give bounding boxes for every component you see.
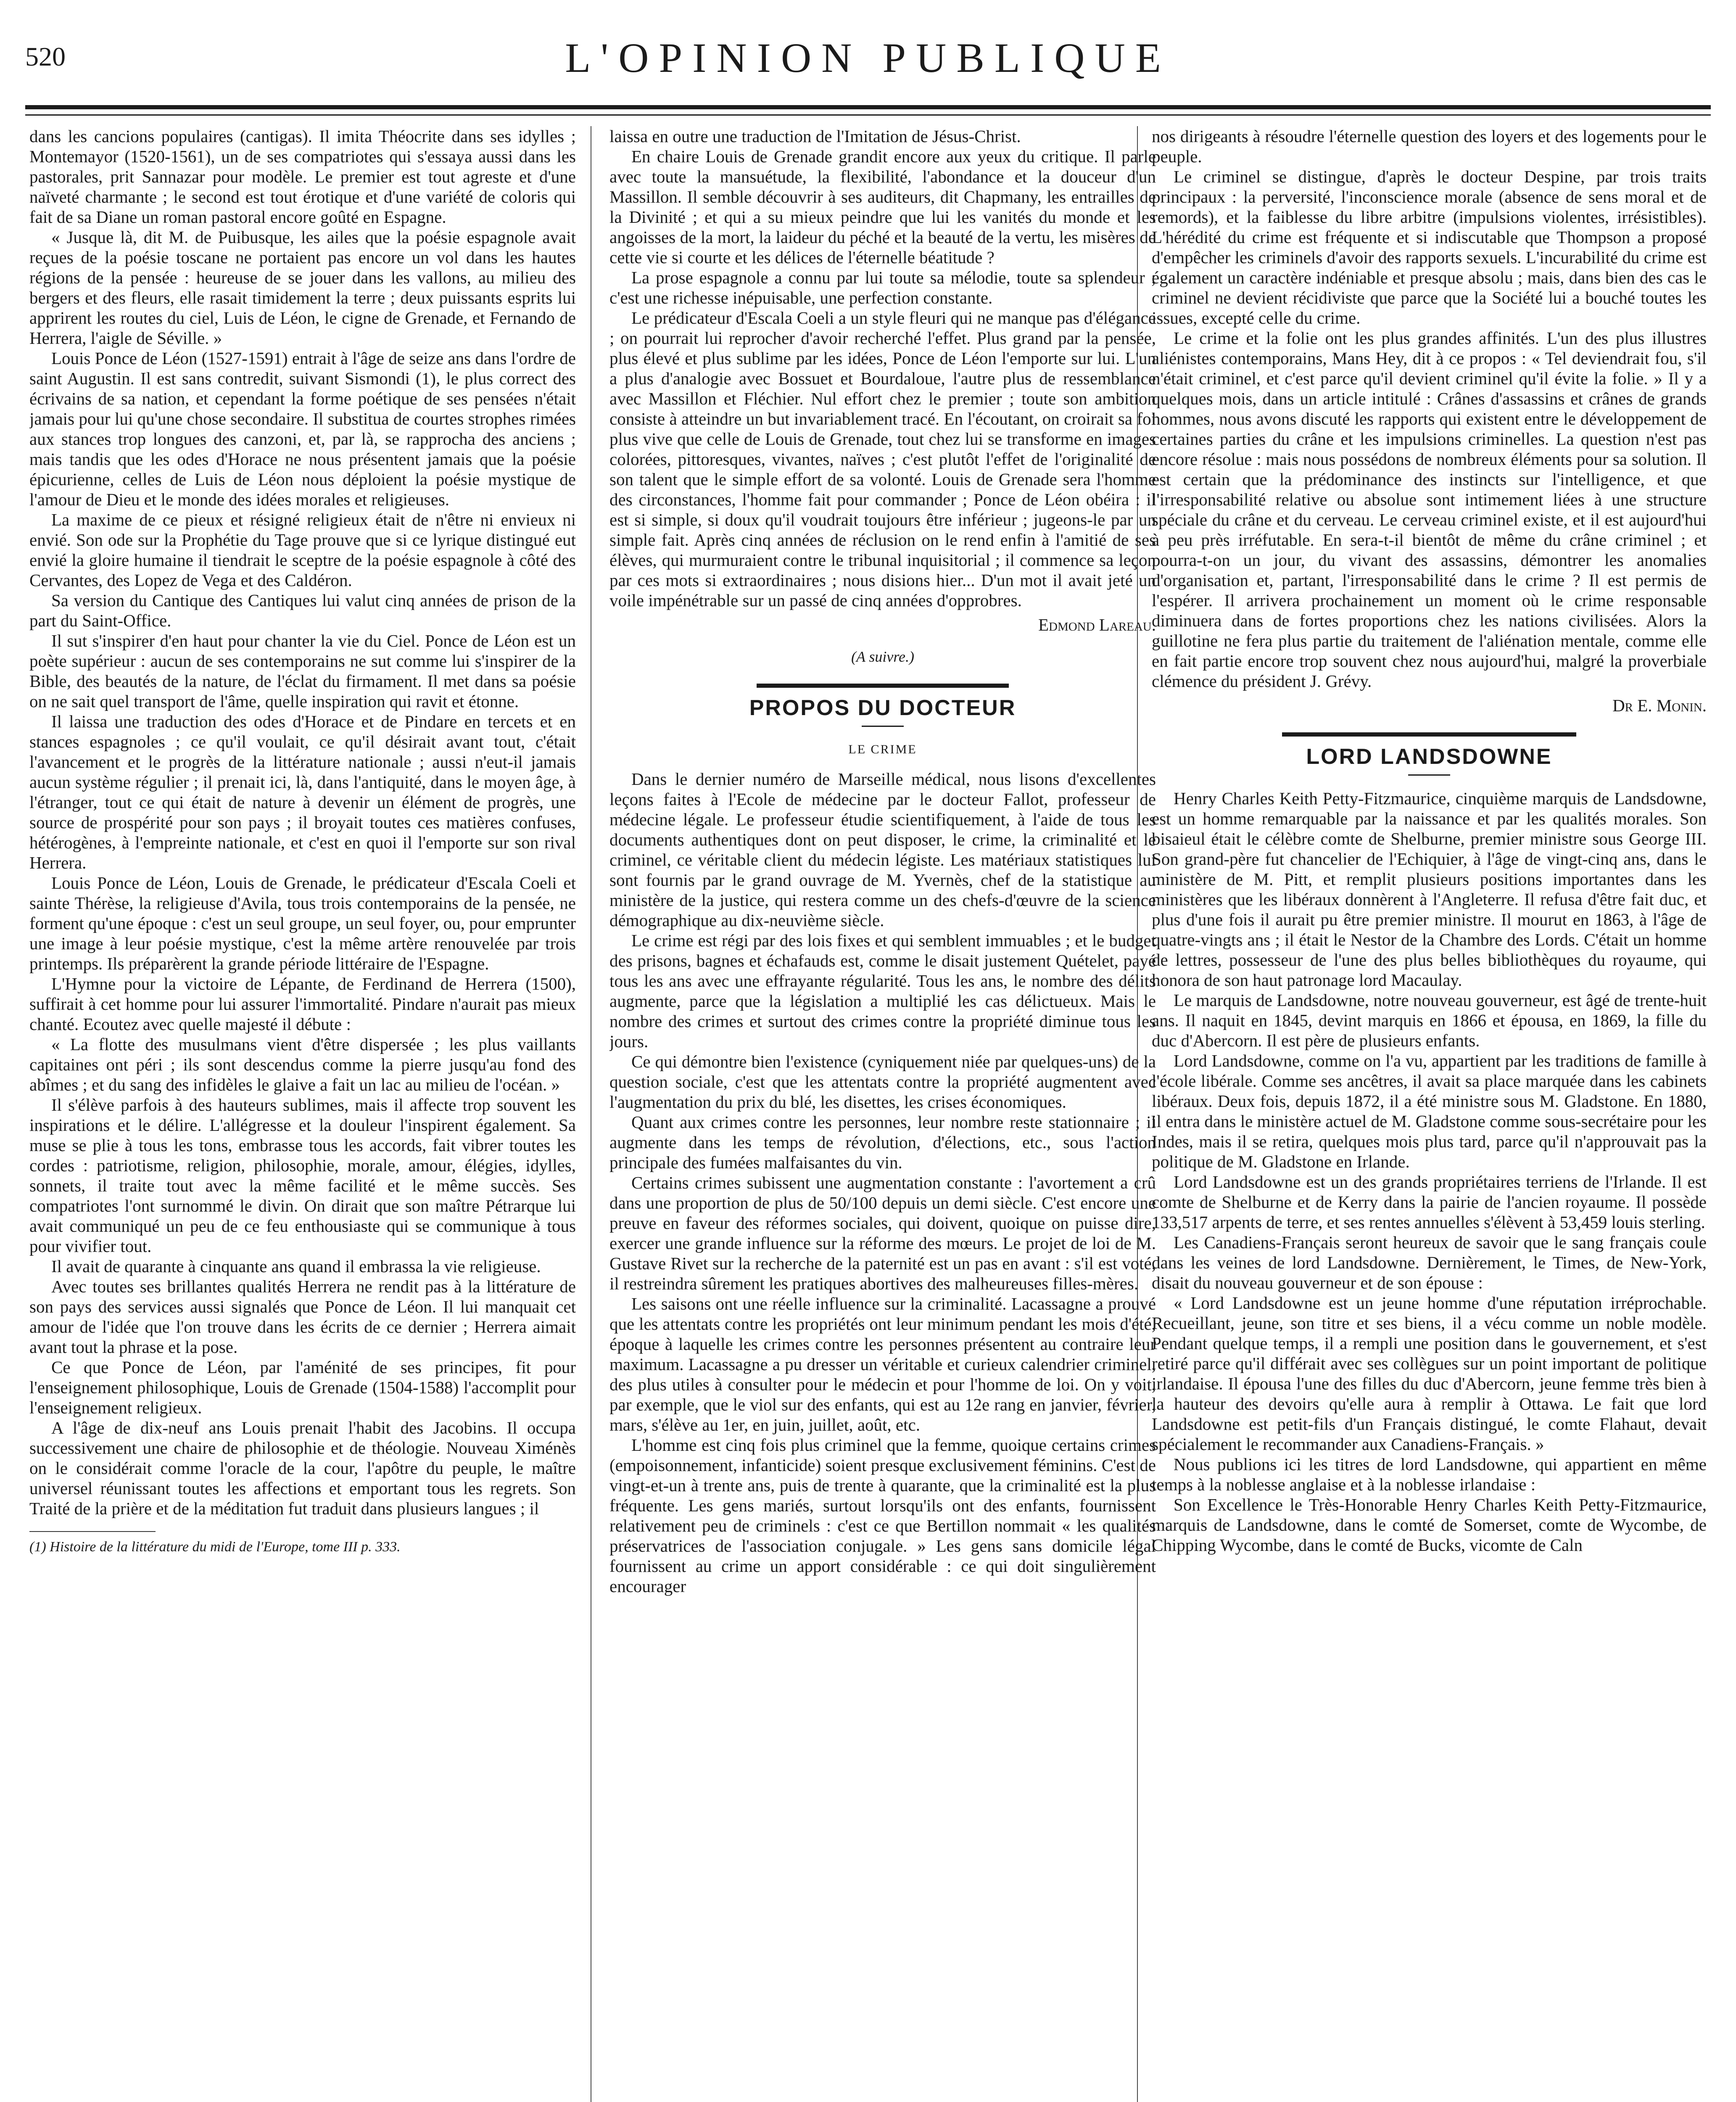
paragraph: Ce qui démontre bien l'existence (cyniquement niée par quelques-uns) de la question sociale, c'est que les attentats contre la propriété augmentent avec l'augmentation du prix du blé, les disettes, les crises économiques.: [609, 1052, 1156, 1112]
paragraph: Il avait de quarante à cinquante ans quand il embrassa la vie religieuse.: [51, 1257, 541, 1276]
author-signature: Edmond Lareau.: [1038, 615, 1156, 634]
paragraph: nos dirigeants à résoudre l'éternelle question des loyers et des logements pour le peuple.: [1152, 127, 1707, 166]
paragraph: La prose espagnole a connu par lui toute sa mélodie, toute sa splendeur ; c'est une richesse inépuisable, une perfection constante.: [609, 268, 1156, 307]
paragraph: laissa en outre une traduction de l'Imitation de Jésus-Christ.: [609, 127, 1021, 146]
masthead-title: L'OPINION PUBLIQUE: [565, 34, 1171, 81]
section-title-propos: PROPOS DU DOCTEUR: [749, 696, 1016, 720]
title-underline: [862, 726, 904, 727]
section-title-landsdowne: LORD LANDSDOWNE: [1306, 745, 1552, 769]
quote-paragraph: « La flotte des musulmans vient d'être dispersée ; les plus vaillants capitaines ont péri ; ils sont descendus comme la pierre jusqu'au fond des abîmes ; et du sang des infidèles le glaive a fait un lac au milieu de l'océan. »: [29, 1035, 576, 1094]
footnote-rule: [29, 1531, 156, 1532]
title-underline: [1408, 774, 1450, 776]
column-2: [609, 126, 1156, 2102]
paragraph: Louis Ponce de Léon, Louis de Grenade, le prédicateur d'Escala Coeli et sainte Thérèse, la religieuse d'Avila, tous trois contemporains de la pensée, ne forment qu'une époque : c'est un seul groupe, un seul foyer, ou, pour emprunter une image à leur poésie mystique, c'est la même artère renouvelée par trois printemps. Ils préparèrent la grande période littéraire de l'Espagne.: [29, 873, 576, 973]
author-signature: Dr E. Monin.: [1612, 696, 1707, 715]
paragraph: Le criminel se distingue, d'après le docteur Despine, par trois traits principaux : la perversité, l'inconscience morale (absence de sens moral et de remords), et la faiblesse du libre arbitre (impulsions violentes, irrésistibles). L'hérédité du crime est fréquente et si indiscutable que Thompson a proposé d'empêcher les criminels d'avoir des rapports sexuels. L'incurabilité du crime est également un caractère indéniable et presque absolu ; mais, dans bien des cas le criminel ne devient récidiviste que parce que la Société lui a bouché toutes les issues, excepté celle du crime.: [1152, 167, 1707, 327]
paragraph: Lord Landsdowne, comme on l'a vu, appartient par les traditions de famille à l'école libérale. Comme ses ancêtres, il avait sa place marquée dans les cabinets libéraux. Deux fois, depuis 1872, il a été ministre sous M. Gladstone. En 1880, il entra dans le ministère actuel de M. Gladstone comme sous-secrétaire pour les Indes, mais il se retira, quelques mois plus tard, parce qu'il n'approuvait pas la politique de M. Gladstone en Irlande.: [1152, 1051, 1707, 1171]
paragraph: La maxime de ce pieux et résigné religieux était de n'être ni envieux ni envié. Son ode sur la Prophétie du Tage prouve que si ce lyrique distingué eut envié la gloire humaine il tiendrait le sceptre de la poésie espagnole à côté des Cervantes, des Lopez de Vega et des Caldéron.: [29, 510, 576, 590]
paragraph: Les Canadiens-Français seront heureux de savoir que le sang français coule dans les veines de lord Landsdowne. Dernièrement, le Times, de New-York, disait du nouveau gouverneur et de son épouse :: [1152, 1233, 1707, 1292]
paragraph: « Jusque là, dit M. de Puibusque, les ailes que la poésie espagnole avait reçues de la poésie toscane ne portaient pas encore un vol dans les hautes régions de la pensée : heureuse de se jouer dans les vallons, au milieu des bergers et des fleurs, elle rasait timidement la terre ; deux puissants esprits lui apprirent les routes du ciel, Luis de Léon, le cigne de Grenade, et Fernando de Herrera, l'aigle de Séville. »: [29, 227, 576, 348]
paragraph: Il sut s'inspirer d'en haut pour chanter la vie du Ciel. Ponce de Léon est un poète supérieur : aucun de ses contemporains ne sut comme lui s'inspirer de la Bible, des beautés de la nature, de l'éclat du firmament. Il met dans sa poésie on ne sait quel transport de l'âme, quelle inspiration qui ravit et étonne.: [29, 631, 576, 711]
paragraph: Le crime et la folie ont les plus grandes affinités. L'un des plus illustres aliénistes contemporains, Mans Hey, dit à ce propos : « Tel deviendrait fou, s'il n'était criminel, et c'est parce qu'il devient criminel qu'il évite la folie. » Il y a quelques mois, dans un article intitulé : Crânes d'assassins et crânes de grands hommes, nous avons discuté les rapports qui existent entre le développement de certaines parties du crâne et les impulsions criminelles. La question n'est pas encore résolue : mais nous possédons de nombreux éléments pour sa solution. Il est certain que la prédominance des instincts sur l'intelligence, et que l'irresponsabilité relative ou absolue sont intimement liées à une structure spéciale du crâne et du cerveau. Le cerveau criminel existe, et il est aujourd'hui à peu près irréfutable. En sera-t-il bientôt de même du crâne criminel ; et pourra-t-on un jour, du vivant des assassins, démontrer les anomalies d'organisation et, partant, l'irresponsabilité dans le crime ? Il est permis de l'espérer. Il arrivera prochainement un moment où le crime responsable diminuera dans de fortes proportions chez les nations civilisées. Alors la guillotine ne fera plus partie du traitement de l'aliénation mentale, comme elle en fait partie encore trop souvent chez nous aujourd'hui, malgré la proverbiale clémence du président J. Grévy.: [1152, 328, 1707, 691]
paragraph: En chaire Louis de Grenade grandit encore aux yeux du critique. Il parle avec toute la mansuétude, la flexibilité, l'abondance et la douceur d'un Massillon. Il semble découvrir à ses auditeurs, dit Chapmany, les entrailles de la Divinité ; et qui a su mieux peindre que lui les vanités du monde et les angoisses de la mort, la laideur du péché et la beauté de la vertu, les misères de cette vie si courte et les délices de l'éternelle béatitude ?: [609, 147, 1156, 267]
continued-note: (A suivre.): [851, 648, 914, 665]
section-rule: [1282, 732, 1576, 737]
paragraph: L'homme est cinq fois plus criminel que la femme, quoique certains crimes (empoisonnement, infanticide) soient presque exclusivement féminins. C'est de vingt-et-un à trente ans, puis de trente à quarante, que la criminalité est la plus fréquente. Les gens mariés, surtout lorsqu'ils ont des enfants, fournissent relativement peu de criminels : c'est ce que Bertillon nommait « les qualités préservatrices de l'association conjugale. » Les gens sans domicile légal fournissent au crime un apport considérable : ce qui doit singulièrement encourager: [609, 1435, 1156, 1596]
paragraph: Il s'élève parfois à des hauteurs sublimes, mais il affecte trop souvent les inspirations et le délire. L'allégresse et la douleur l'inspirent également. Sa muse se plie à tous les tons, embrasse tous les accords, fait vibrer toutes les cordes : patriotisme, religion, philosophie, morale, amour, élégies, idylles, sonnets, il traite tout avec la même facilité et le même succès. Ses compatriotes l'ont surnommé le divin. On dirait que son maître Pétrarque lui avait communiqué un peu de ce feu enthousiaste qui se communique à tous pour vivifier tout.: [29, 1095, 576, 1256]
paragraph: A l'âge de dix-neuf ans Louis prenait l'habit des Jacobins. Il occupa successivement une chaire de philosophie et de théologie. Nouveau Ximénès on le considérait comme l'oracle de la cour, l'apôtre du peuple, le maître universel réunissant toutes les affections et emportant tous les regrets. Son Traité de la prière et de la méditation fut traduit dans plusieurs langues ; il: [29, 1418, 576, 1518]
paragraph: Ce que Ponce de Léon, par l'aménité de ses principes, fit pour l'enseignement philosophique, Louis de Grenade (1504-1588) l'accomplit pour l'enseignement religieux.: [29, 1357, 576, 1417]
column-3: [1152, 126, 1707, 2102]
paragraph: Son Excellence le Très-Honorable Henry Charles Keith Petty-Fitzmaurice, marquis de Landsdowne, dans le comté de Somerset, comte de Wycombe, de Chipping Wycombe, dans le comté de Bucks, vicomte de Caln: [1152, 1495, 1707, 1555]
paragraph: L'Hymne pour la victoire de Lépante, de Ferdinand de Herrera (1500), suffirait à cet homme pour lui assurer l'immortalité. Pindare n'aurait pas mieux chanté. Ecoutez avec quelle majesté il débute :: [29, 974, 576, 1034]
header-rule-thin: [25, 114, 1711, 116]
paragraph: Nous publions ici les titres de lord Landsdowne, qui appartient en même temps à la noblesse anglaise et à la noblesse irlandaise :: [1152, 1455, 1707, 1494]
paragraph: Les saisons ont une réelle influence sur la criminalité. Lacassagne a prouvé que les attentats contre les propriétés ont leur minimum pendant les mois d'été, époque à laquelle les crimes contre les personnes présentent au contraire leur maximum. Lacassagne a pu dresser un véritable et curieux calendrier criminel, des plus utiles à consulter pour le médecin et pour l'homme de loi. On y voit, par exemple, que le viol sur des enfants, qui est au 12e rang en janvier, février, mars, s'élève au 1er, en juin, juillet, août, etc.: [609, 1294, 1156, 1434]
page-header: [25, 34, 1711, 97]
paragraph: Quant aux crimes contre les personnes, leur nombre reste stationnaire ; il augmente dans les temps de révolution, d'élections, etc., sous l'action principale des fumées malfaisantes du vin.: [609, 1112, 1156, 1172]
footnote: (1) Histoire de la littérature du midi de l'Europe, tome III p. 333.: [29, 1539, 401, 1555]
column-1: [29, 126, 576, 2102]
paragraph: Le marquis de Landsdowne, notre nouveau gouverneur, est âgé de trente-huit ans. Il naquit en 1845, devint marquis en 1866 et épousa, en 1869, la fille du duc d'Abercorn. Il est père de plusieurs enfants.: [1152, 990, 1707, 1050]
section-rule: [757, 684, 1009, 688]
paragraph: Le crime est régi par des lois fixes et qui semblent immuables ; et le budget des prisons, bagnes et échafauds est, comme le disait justement Quételet, payé tous les ans avec une effrayante régularité. Tous les ans, le nombre des délits augmente, parce que la législation a multiplié les cas délictueux. Mais le nombre des crimes et surtout des crimes contre la propriété diminue tous les jours.: [609, 931, 1156, 1051]
subsection-title: LE CRIME: [848, 742, 917, 756]
paragraph: Henry Charles Keith Petty-Fitzmaurice, cinquième marquis de Landsdowne, est un homme remarquable par la naissance et par les qualités morales. Son bisaieul était le célèbre comte de Shelburne, premier ministre sous George III. Son grand-père fut chancelier de l'Echiquier, à l'âge de vingt-cinq ans, dans le ministère de M. Pitt, et remplit plusieurs positions importantes dans les ministères que les libéraux donnèrent à l'Angleterre. Il refusa d'être fait duc, et plus d'une fois il aurait pu être premier ministre. Il mourut en 1863, à l'âge de quatre-vingts ans ; il était le Nestor de la Chambre des Lords. C'était un homme de lettres, possesseur de l'une des plus belles bibliothèques du royaume, qui honora de son haut patronage lord Macaulay.: [1152, 789, 1707, 990]
paragraph: Sa version du Cantique des Cantiques lui valut cinq années de prison de la part du Saint-Office.: [29, 591, 576, 630]
quote-paragraph: « Lord Landsdowne est un jeune homme d'une réputation irréprochable. Recueillant, jeune, son titre et ses biens, il a vécu comme un noble modèle. Pendant quelque temps, il a rempli une position dans le gouvernement, et s'est retiré parce qu'il différait avec ses collègues sur un point important de politique irlandaise. Il épousa l'une des filles du duc d'Abercorn, jeune femme très bien à la hauteur des devoirs qu'elle aura à remplir à Ottawa. Le fait que lord Landsdowne est petit-fils d'un Français distingué, le comte Flahaut, devait spécialement le recommander aux Canadiens-Français. »: [1152, 1293, 1707, 1454]
header-rule-thick: [25, 105, 1711, 109]
paragraph: Avec toutes ses brillantes qualités Herrera ne rendit pas à la littérature de son pays des services aussi signalés que Ponce de Léon. Il lui manquait cet amour de l'idée que l'on trouve dans les écrits de ce dernier ; Herrera aimait avant tout la phrase et la pose.: [29, 1277, 576, 1357]
paragraph: Lord Landsdowne est un des grands propriétaires terriens de l'Irlande. Il est comte de Shelburne et de Kerry dans la pairie de l'ancien royaume. Il possède 133,517 arpents de terre, et ses rentes annuelles s'élèvent à 53,459 louis sterling.: [1152, 1172, 1707, 1232]
paragraph: Le prédicateur d'Escala Coeli a un style fleuri qui ne manque pas d'élégance ; on pourrait lui reprocher d'avoir recherché l'effet. Plus grand par la pensée, plus élevé et plus sublime par les idées, Ponce de Léon l'emporte sur lui. L'un a plus d'analogie avec Bossuet et Bourdaloue, l'autre plus de ressemblance avec Massillon et Fléchier. Nul effort chez le premier ; toute son ambition consiste à atteindre un but invariablement tracé. En l'écoutant, on croirait sa foi plus vive que celle de Louis de Grenade, tout chez lui se transforme en images colorées, pittoresques, vivantes, naïves ; c'est plutôt l'effet de l'originalité de son talent que le simple effort de sa volonté. Louis de Grenade sera l'homme des circonstances, l'homme fait pour commander ; Ponce de Léon obéira : il est si simple, si doux qu'il voudrait toujours être inférieur ; jugeons-le par un simple fait. Après cinq années de réclusion on le rend enfin à l'amitié de ses élèves, qui murmuraient contre le tribunal inquisitorial ; il commence sa leçon par ces mots si extraordinaires ; nous disions hier... D'un mot il avait jeté un voile impénétrable sur un passé de cinq années d'opprobres.: [609, 308, 1156, 610]
paragraph: Dans le dernier numéro de Marseille médical, nous lisons d'excellentes leçons faites à l'Ecole de médecine par le docteur Fallot, professeur de médecine légale. Le professeur étudie scientifiquement, à l'aide de tous les documents authentiques dont on peut disposer, le crime, la criminalité et le criminel, ce véritable client du médecin légiste. Les matériaux statistiques lui sont fournis par le grand ouvrage de M. Yvernès, chef de la statistique au ministère de la justice, qui restera comme un des chefs-d'œuvre de la science démographique au dix-neuvième siècle.: [609, 769, 1156, 930]
paragraph: Certains crimes subissent une augmentation constante : l'avortement a crû dans une proportion de plus de 50/100 depuis un demi siècle. C'est encore une preuve en faveur des réformes sociales, qui doivent, quoique on puisse dire, exercer une grande influence sur la réforme des mœurs. Le projet de loi de M. Gustave Rivet sur la recherche de la paternité est un pas en avant : s'il est voté, il restreindra sûrement les pratiques abortives des malheureuses filles-mères.: [609, 1173, 1156, 1293]
paragraph: dans les cancions populaires (cantigas). Il imita Théocrite dans ses idylles ; Montemayor (1520-1561), un de ses compatriotes qui s'essaya aussi dans les pastorales, prit Sannazar pour modèle. Le premier est tout agreste et d'une naïveté charmante ; le second est tout érotique et d'une variété de coloris qui fait de sa Diane un roman pastoral encore goûté en Espagne.: [29, 127, 576, 227]
page-number: 520: [25, 42, 66, 71]
paragraph: Il laissa une traduction des odes d'Horace et de Pindare en tercets et en stances espagnoles ; ce qu'il voulait, ce qu'il désirait avant tout, c'était l'avancement et le progrès de la littérature nationale ; aussi n'eut-il jamais aucun système régulier ; il prenait ici, là, dans l'antiquité, dans le moyen âge, à l'étranger, tout ce qui était de nature à devenir un élément de progrès, une source de prospérité pour son pays ; il broyait toutes ces matières confuses, hétérogènes, à l'empreinte nationale, et c'est en quoi il l'emporte sur son rival Herrera.: [29, 712, 576, 872]
paragraph: Louis Ponce de Léon (1527-1591) entrait à l'âge de seize ans dans l'ordre de saint Augustin. Il est sans contredit, suivant Sismondi (1), le plus correct des écrivains de sa nation, et cependant la forme poétique de ses pensées n'était jamais pour lui qu'une chose secondaire. Il substitua de courtes strophes rimées aux stances trop longues des canzoni, et, par là, se rapprocha des anciens ; mais tandis que les odes d'Horace ne nous présentent jamais que la poésie épicurienne, celles de Luis de Léon nous déploient la poésie mystique de l'amour de Dieu et le monde des idées morales et religieuses.: [29, 349, 576, 509]
